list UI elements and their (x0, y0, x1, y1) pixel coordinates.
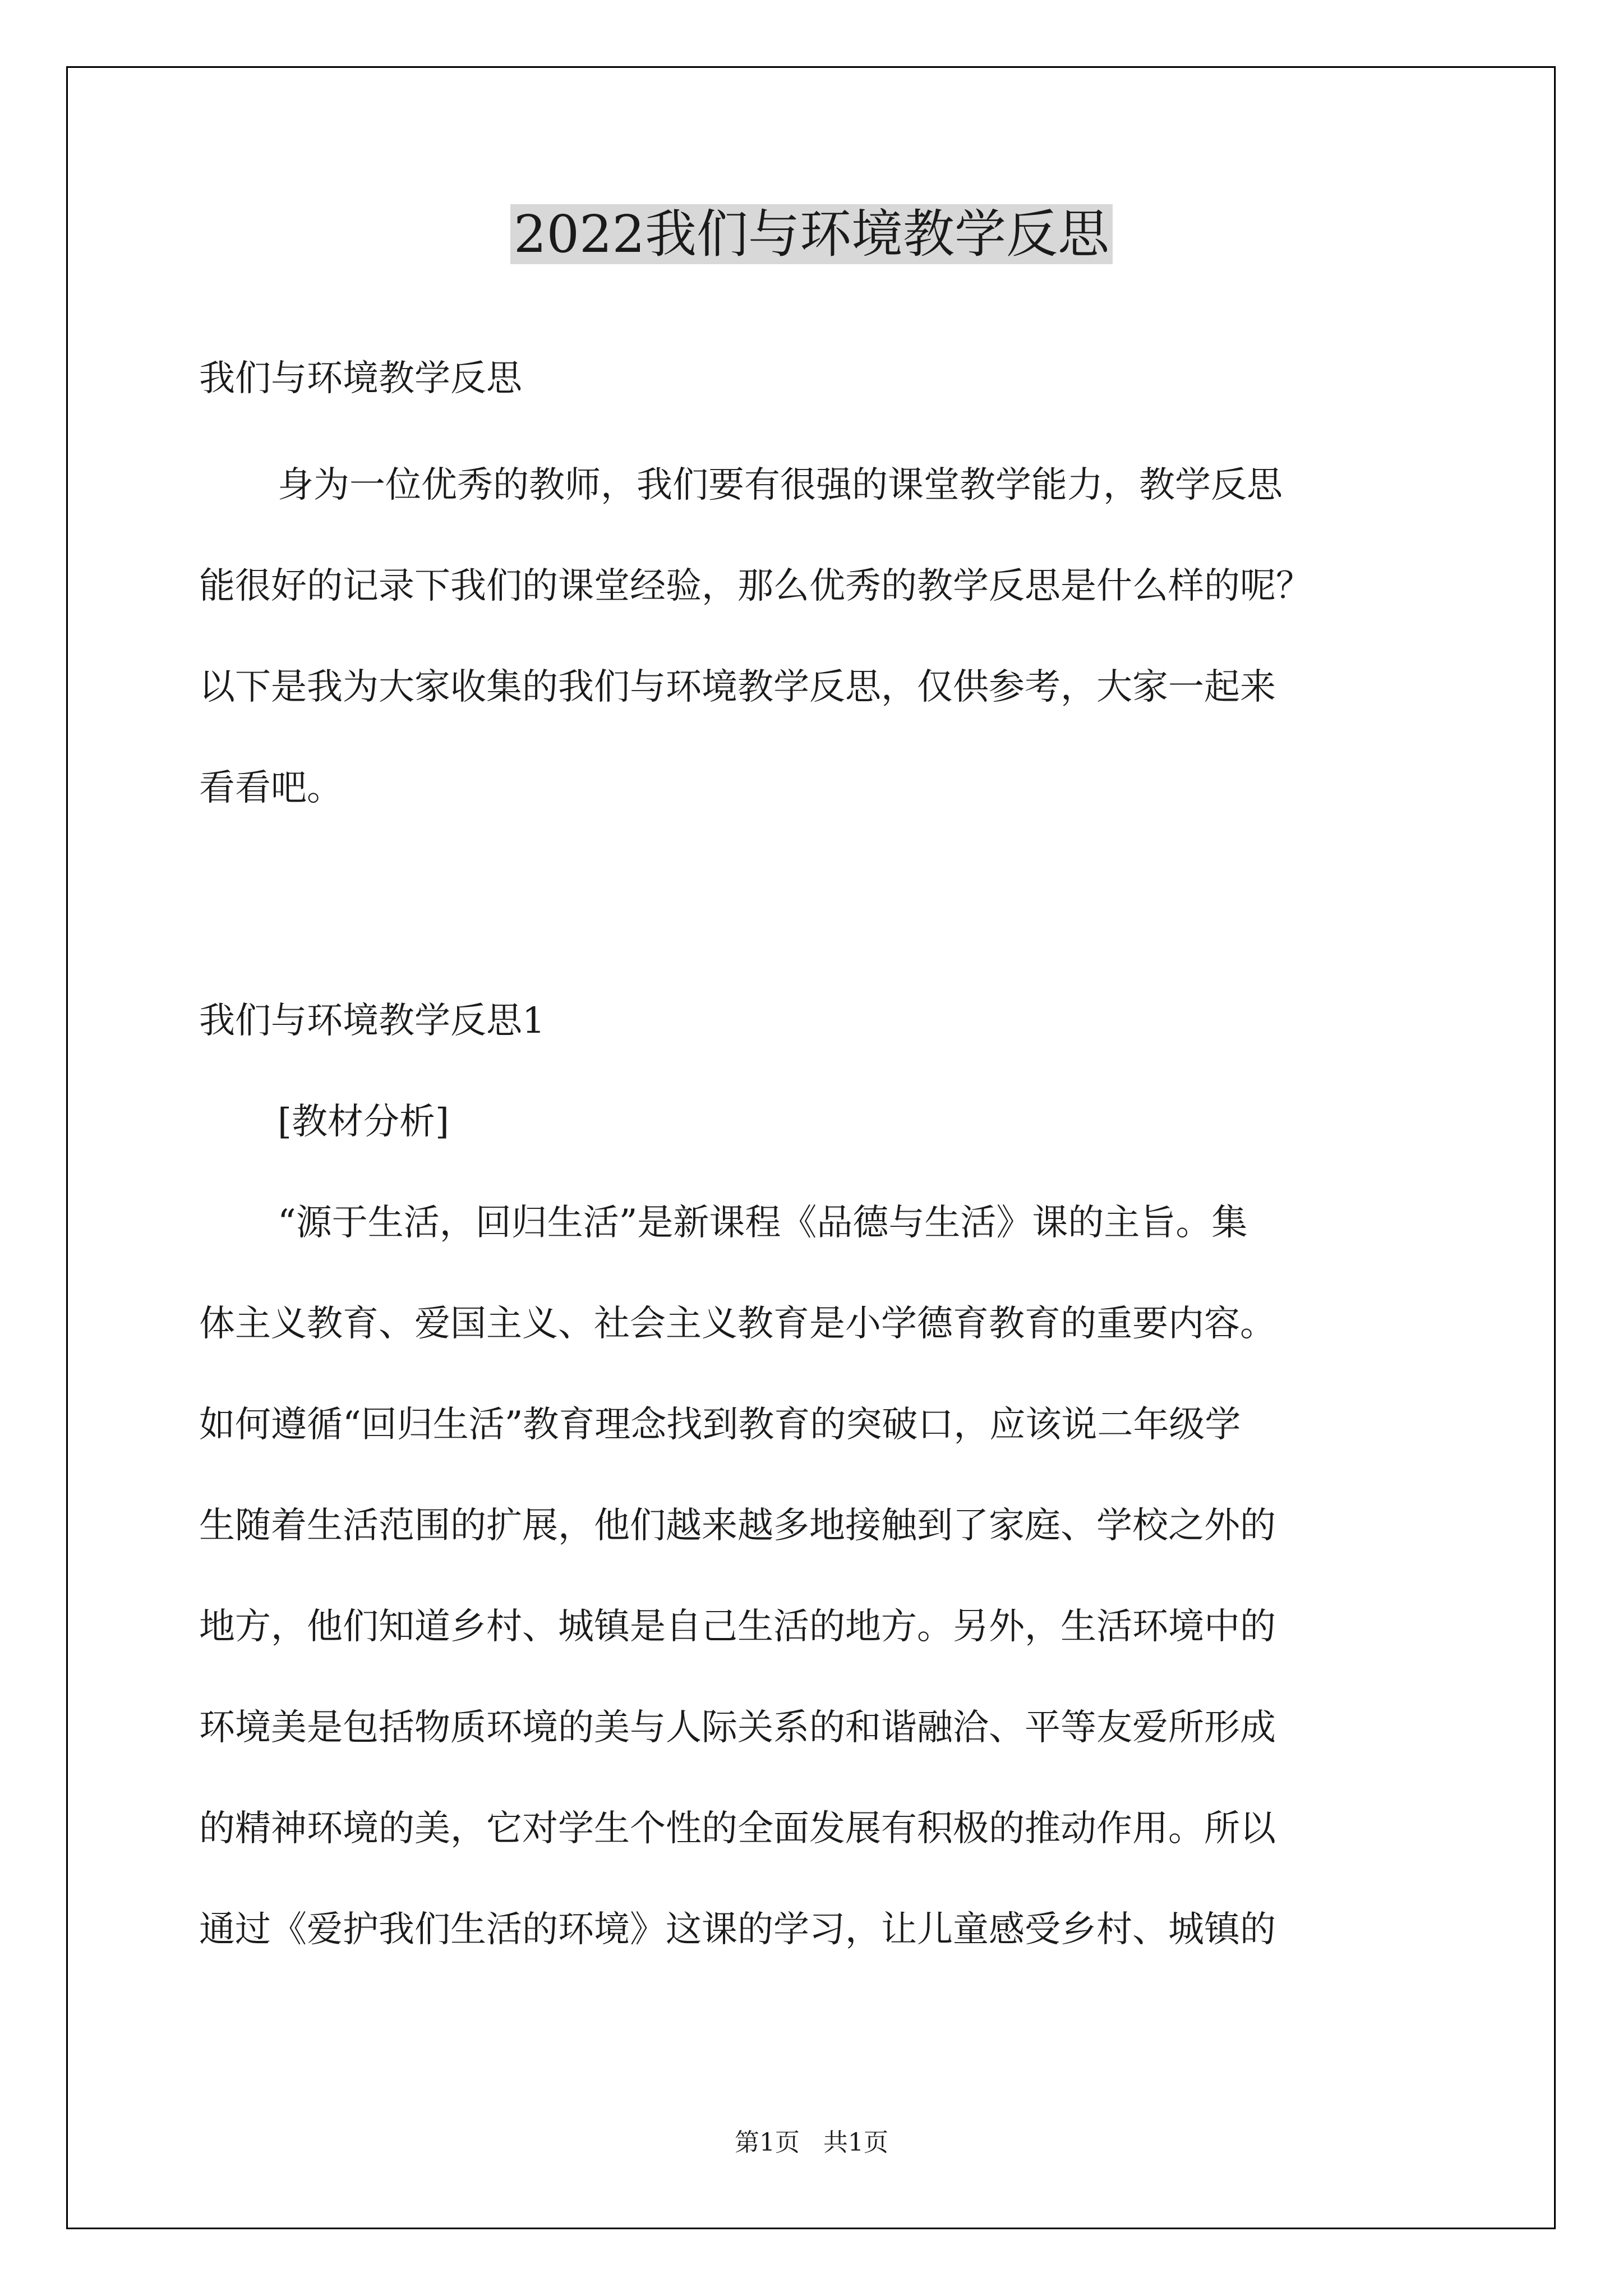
body-line: 通过《爱护我们生活的环境》这课的学习，让儿童感受乡村、城镇的 (199, 1909, 1276, 1950)
document-subtitle: 我们与环境教学反思 (199, 358, 522, 399)
body-line: 的精神环境的美，它对学生个性的全面发展有积极的推动作用。所以 (199, 1808, 1276, 1849)
page-footer: 第1页 共1页 (735, 2128, 888, 2157)
intro-line: 身为一位优秀的教师，我们要有很强的课堂教学能力，教学反思 (278, 464, 1283, 506)
section-heading: 我们与环境教学反思1 (199, 1000, 545, 1042)
subsection-label: [教材分析] (278, 1101, 449, 1143)
document-title-text: 2022我们与环境教学反思 (510, 204, 1113, 264)
intro-line: 看看吧。 (199, 767, 343, 809)
body-line: 如何遵循“回归生活”教育理念找到教育的突破口，应该说二年级学 (199, 1404, 1241, 1446)
intro-line: 能很好的记录下我们的课堂经验，那么优秀的教学反思是什么样的呢？ (199, 565, 1312, 607)
body-line: 体主义教育、爱国主义、社会主义教育是小学德育教育的重要内容。 (199, 1303, 1276, 1345)
body-line: 地方，他们知道乡村、城镇是自己生活的地方。另外，生活环境中的 (199, 1606, 1276, 1648)
body-line: 环境美是包括物质环境的美与人际关系的和谐融洽、平等友爱所形成 (199, 1707, 1276, 1749)
document-title (0, 195, 1623, 274)
body-line: 生随着生活范围的扩展，他们越来越多地接触到了家庭、学校之外的 (199, 1505, 1276, 1547)
intro-line: 以下是我为大家收集的我们与环境教学反思，仅供参考，大家一起来 (199, 666, 1276, 708)
body-line: “源于生活，回归生活”是新课程《品德与生活》课的主旨。集 (278, 1202, 1248, 1244)
